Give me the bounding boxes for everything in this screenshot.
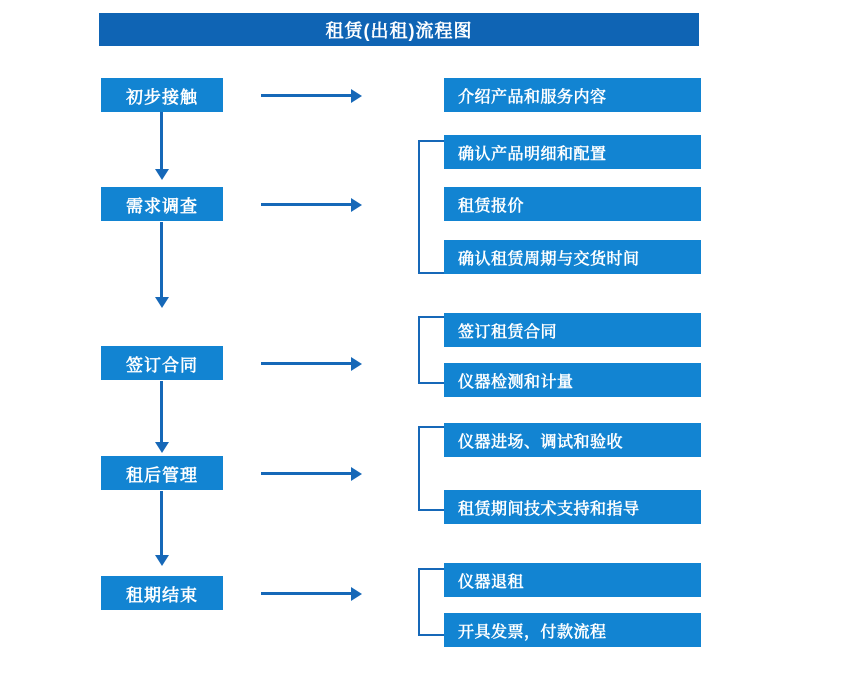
arrow-right-5 — [261, 592, 351, 595]
bracket-3 — [418, 316, 444, 384]
arrow-down-1 — [160, 112, 163, 170]
bracket-4 — [418, 426, 444, 511]
detail-node-5-1[interactable]: 仪器退租 — [444, 563, 701, 597]
stage-node-2[interactable]: 需求调查 — [101, 187, 223, 221]
page-title: 租赁(出租)流程图 — [99, 13, 699, 46]
bracket-5 — [418, 568, 444, 636]
detail-node-4-1[interactable]: 仪器进场、调试和验收 — [444, 423, 701, 457]
stage-node-4[interactable]: 租后管理 — [101, 456, 223, 490]
detail-node-3-2[interactable]: 仪器检测和计量 — [444, 363, 701, 397]
arrow-right-3 — [261, 362, 351, 365]
arrow-down-3 — [160, 381, 163, 443]
arrow-right-4 — [261, 472, 351, 475]
detail-node-2-2[interactable]: 租赁报价 — [444, 187, 701, 221]
bracket-2 — [418, 140, 444, 274]
stage-node-3[interactable]: 签订合同 — [101, 346, 223, 380]
detail-node-5-2[interactable]: 开具发票，付款流程 — [444, 613, 701, 647]
detail-node-4-2[interactable]: 租赁期间技术支持和指导 — [444, 490, 701, 524]
detail-node-2-1[interactable]: 确认产品明细和配置 — [444, 135, 701, 169]
stage-node-1[interactable]: 初步接触 — [101, 78, 223, 112]
arrow-right-2 — [261, 203, 351, 206]
arrow-down-2 — [160, 222, 163, 298]
detail-node-2-3[interactable]: 确认租赁周期与交货时间 — [444, 240, 701, 274]
arrow-right-1 — [261, 94, 351, 97]
stage-node-5[interactable]: 租期结束 — [101, 576, 223, 610]
arrow-down-4 — [160, 491, 163, 556]
detail-node-3-1[interactable]: 签订租赁合同 — [444, 313, 701, 347]
detail-node-1-1[interactable]: 介绍产品和服务内容 — [444, 78, 701, 112]
